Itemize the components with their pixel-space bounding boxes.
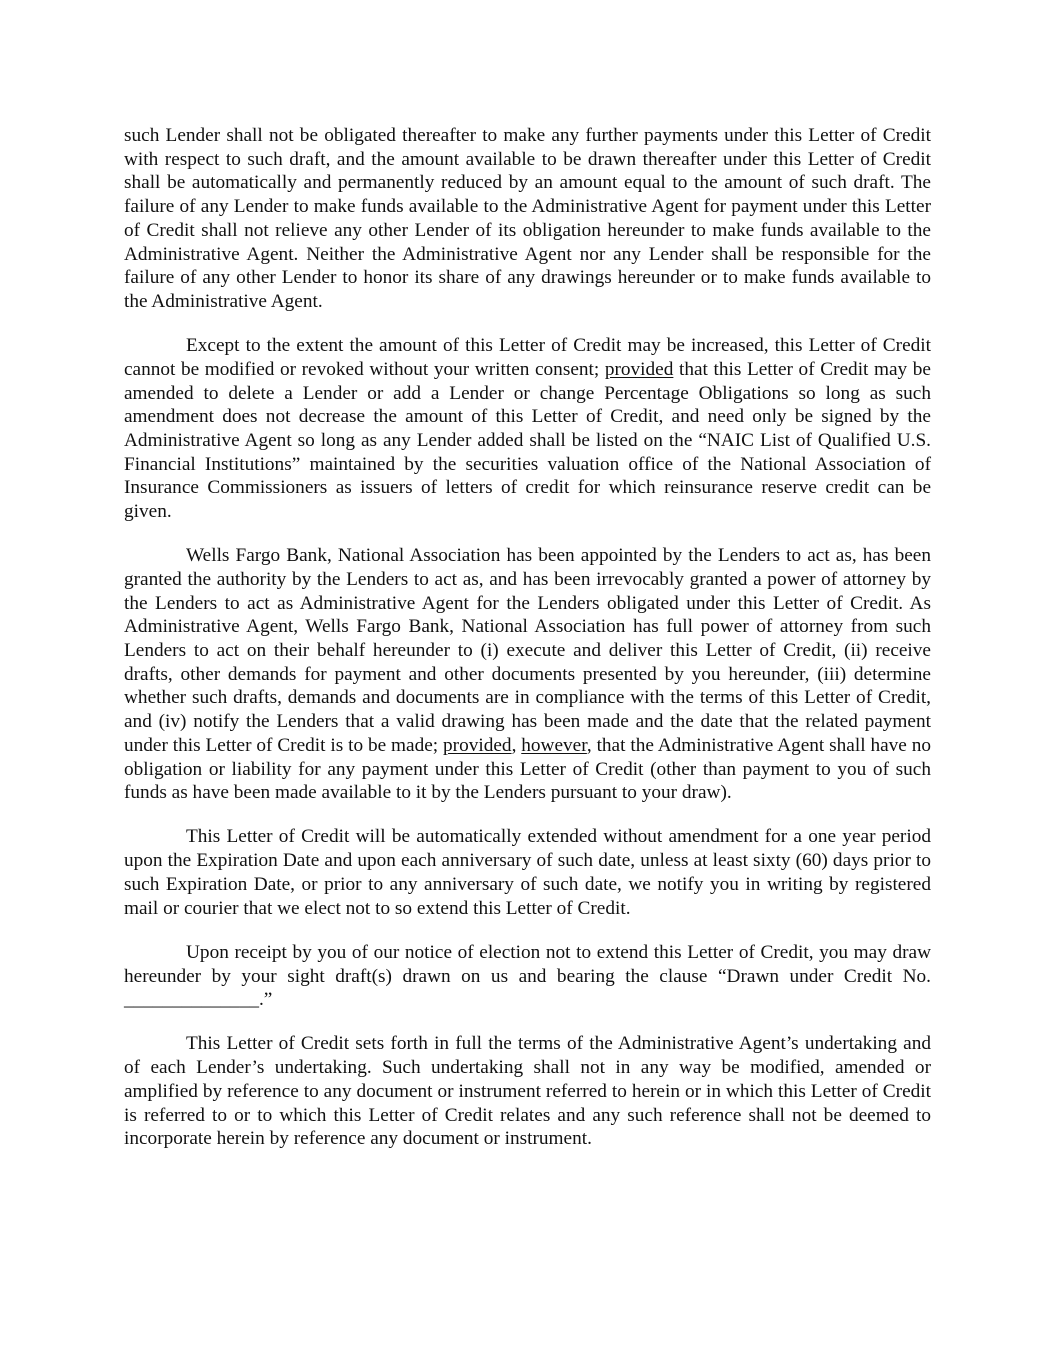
paragraph-modification-text-1: Except to the extent the amount of this Letter of Credit may be increased, this Letter of Credit cannot be modified or revoked without your written consent; [124, 335, 931, 380]
paragraph-agent-text-1: Wells Fargo Bank, National Association has been appointed by the Lenders to act as, has been granted the authority by the Lenders to act as, and has been irrevocably granted a power of attorney by the Lenders to act as Administrative Agent for the Lenders obligated under this Letter of Credit. As Administrative Agent, Wells Fargo Bank, National Association has full power of attorney from such Lenders to act on their behalf hereunder to (i) execute and deliver this Letter of Credit, (ii) receive drafts, other demands for payment and other documents presented by you hereunder, (iii) determine whether such drafts, demands and documents are in compliance with the terms of this Letter of Credit, and (iv) notify the Lenders that a valid drawing has been made and the date that the related payment under this Letter of Credit is to be made; [124, 545, 931, 756]
however-term: however [521, 734, 587, 756]
paragraph-full-terms: This Letter of Credit sets forth in full the terms of the Administrative Agent’s undertaking and of each Lender’s undertaking. Such undertaking shall not in any way be modified, amended or amplified by reference to any document or instrument referred to herein or in which this Letter of Credit is referred to or to which this Letter of Credit relates and any such reference shall not be deemed to incorporate herein by reference any document or instrument. [124, 1033, 931, 1150]
provided-term: provided [443, 734, 512, 756]
paragraph-modification [124, 334, 931, 524]
paragraph-draw-clause: Upon receipt by you of our notice of election not to extend this Letter of Credit, you may draw hereunder by your sight draft(s) drawn on us and bearing the clause “Drawn under Credit No. ______________.” [124, 941, 931, 1011]
paragraph-lender-obligations: such Lender shall not be obligated thereafter to make any further payments under this Letter of Credit with respect to such draft, and the amount available to be drawn thereafter under this Letter of Credit shall be automatically and permanently reduced by an amount equal to the amount of such draft. The failure of any Lender to make funds available to the Administrative Agent for payment under this Letter of Credit shall not relieve any other Lender of its obligation hereunder to make funds available to the Administrative Agent. Neither the Administrative Agent nor any Lender shall be responsible for the failure of any other Lender to honor its share of any drawings hereunder or to make funds available to the Administrative Agent. [124, 125, 931, 312]
paragraph-agent-separator: , [511, 734, 522, 756]
provided-term: provided [604, 358, 674, 380]
paragraph-administrative-agent [124, 544, 931, 805]
paragraph-agent-text-2: , that the Administrative Agent shall have no obligation or liability for any payment under this Letter of Credit (other than payment to you of such funds as have been made available to it by the Lenders pursuant to your draw). [124, 734, 931, 804]
paragraph-automatic-extension: This Letter of Credit will be automatically extended without amendment for a one year period upon the Expiration Date and upon each anniversary of such date, unless at least sixty (60) days prior to such Expiration Date, or prior to any anniversary of such date, we notify you in writing by registered mail or courier that we elect not to so extend this Letter of Credit. [124, 826, 931, 919]
paragraph-modification-text-2: that this Letter of Credit may be amended to delete a Lender or add a Lender or change Percentage Obligations so long as such amendment does not decrease the amount of this Letter of Credit, and need only be signed by the Administrative Agent so long as any Lender added shall be listed on the “NAIC List of Qualified U.S. Financial Institutions” maintained by the securities valuation office of the National Association of Insurance Commissioners as issuers of letters of credit for which reinsurance reserve credit can be given. [124, 358, 931, 523]
